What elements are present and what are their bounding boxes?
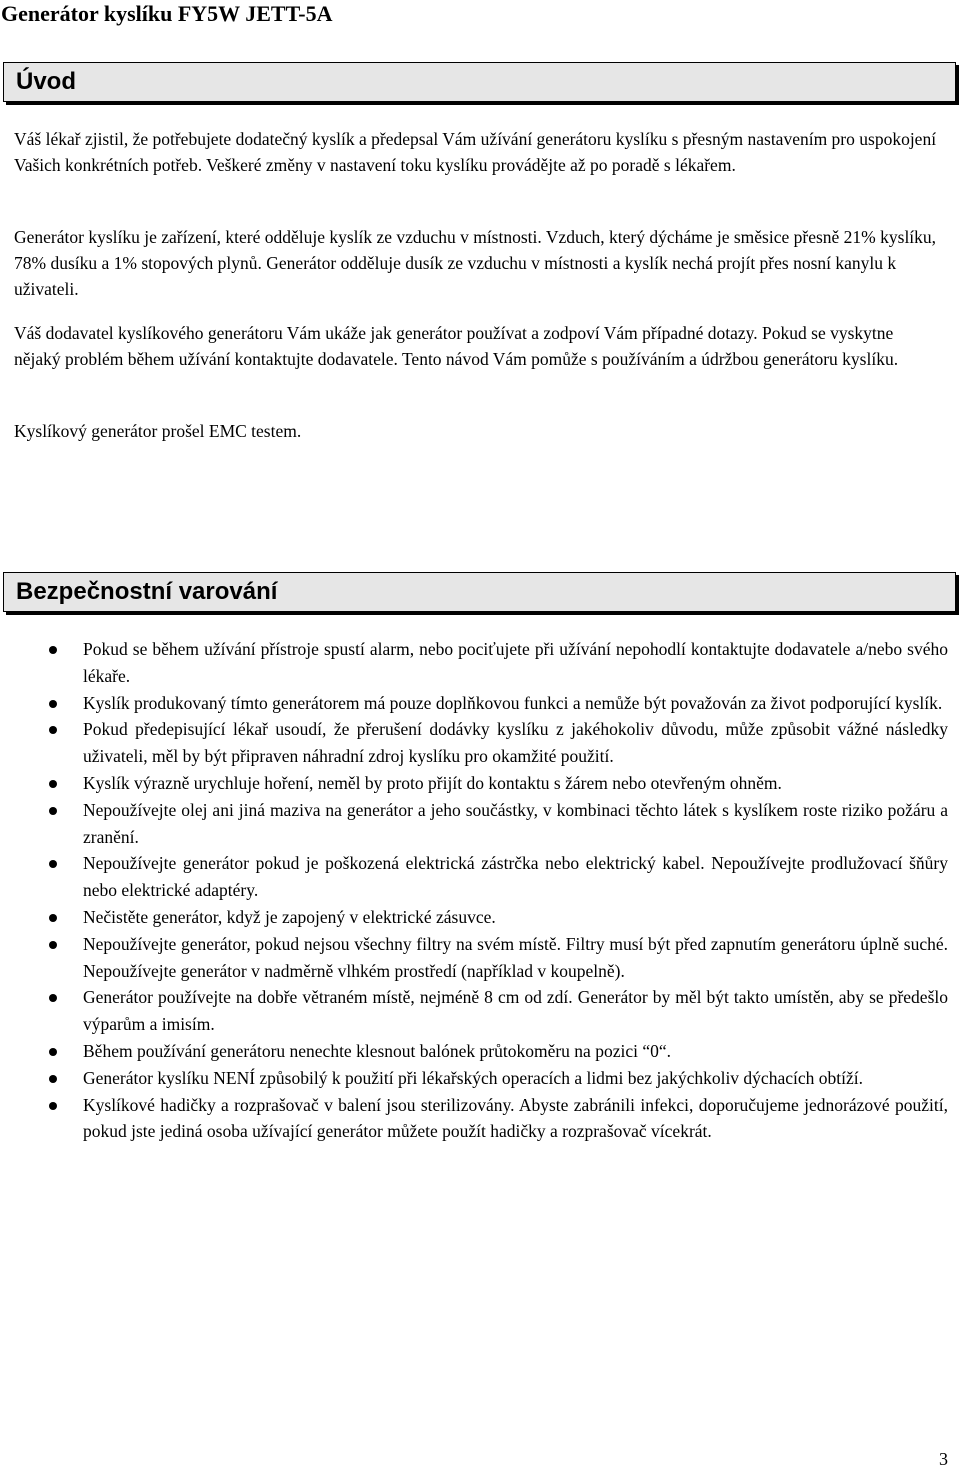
bullet-icon [49, 700, 57, 708]
intro-heading: Úvod [3, 62, 956, 102]
bullet-icon [49, 780, 57, 788]
list-item [0, 1092, 960, 1146]
list-item-text: Generátor používejte na dobře větraném místě, nejméně 8 cm od zdí. Generátor by měl být takto umístěn, aby se předešlo výparům a imisím. [83, 987, 948, 1035]
list-item-text: Kyslík produkovaný tímto generátorem má pouze doplňkovou funkci a nemůže být považován za život podporující kyslík. [83, 692, 943, 713]
list-item [0, 904, 960, 931]
list-item [0, 716, 960, 770]
bullet-icon [49, 914, 57, 922]
list-item-text: Během používání generátoru nenechte klesnout balónek průtokoměru na pozici “0“. [83, 1040, 671, 1061]
list-item [0, 1065, 960, 1092]
safety-warning-list [0, 636, 960, 1145]
bullet-icon [49, 941, 57, 949]
list-item-text: Pokud předepisující lékař usoudí, že přerušení dodávky kyslíku z jakéhokoliv důvodu, může způsobit vážné následky uživateli, měl by být připraven náhradní zdroj kyslíku pro okamžité použití. [83, 719, 948, 767]
list-item [0, 931, 960, 985]
list-item-text: Kyslík výrazně urychluje hoření, neměl by proto přijít do kontaktu s žárem nebo otevřeným ohněm. [83, 772, 782, 793]
bullet-icon [49, 860, 57, 868]
intro-paragraph-3: Váš dodavatel kyslíkového generátoru Vám ukáže jak generátor používat a zodpoví Vám případné dotazy. Pokud se vyskytne nějaký problém během užívání kontaktujte dodavatele. Tento návod Vám pomůže s používáním a údržbou generátoru kyslíku. [14, 323, 899, 369]
bullet-icon [49, 1102, 57, 1110]
bullet-icon [49, 994, 57, 1002]
list-item-text: Nepoužívejte olej ani jiná maziva na generátor a jeho součástky, v kombinaci těchto látek s kyslíkem roste riziko požáru a zranění. [83, 799, 948, 847]
safety-heading: Bezpečnostní varování [3, 572, 956, 612]
intro-paragraph-2: Generátor kyslíku je zařízení, které odděluje kyslík ze vzduchu v místnosti. Vzduch, který dýcháme je směsice přesně 21% kyslíku, 78% dusíku a 1% stopových plynů. Generátor odděluje dusík ze vzduchu v místnosti a kyslík nechá projít přes nosní kanylu k uživateli. [14, 227, 937, 299]
list-item [0, 984, 960, 1038]
intro-paragraph-1: Váš lékař zjistil, že potřebujete dodatečný kyslík a předepsal Vám užívání generátoru kyslíku s přesným nastavením pro uspokojení Vašich konkrétních potřeb. Veškeré změny v nastavení toku kyslíku provádějte až po poradě s lékařem. [14, 129, 937, 175]
list-item-text: Kyslíkové hadičky a rozprašovač v balení jsou sterilizovány. Abyste zabránili infekci, doporučujeme jednorázové použití, pokud jste jediná osoba užívající generátor můžete použít hadičky a rozprašovač vícekrát. [83, 1094, 948, 1142]
list-item [0, 797, 960, 851]
list-item-text: Nepoužívejte generátor pokud je poškozená elektrická zástrčka nebo elektrický kabel. Nepoužívejte prodlužovací šňůry nebo elektrické adaptéry. [83, 853, 948, 901]
bullet-icon [49, 646, 57, 654]
bullet-icon [49, 1075, 57, 1083]
page-number: 3 [939, 1449, 948, 1469]
list-item [0, 636, 960, 690]
list-item-text: Nepoužívejte generátor, pokud nejsou všechny filtry na svém místě. Filtry musí být před zapnutím generátoru úplně suché. Nepoužívejte generátor v nadměrně vlhkém prostředí (například v koupelně). [83, 933, 948, 981]
bullet-icon [49, 1048, 57, 1056]
list-item [0, 1038, 960, 1065]
list-item [0, 690, 960, 717]
document-title: Generátor kyslíku FY5W JETT-5A [1, 1, 333, 26]
bullet-icon [49, 807, 57, 815]
list-item-text: Generátor kyslíku NENÍ způsobilý k použití při lékařských operacích a lidmi bez jakýchkoliv dýchacích obtíží. [83, 1067, 863, 1088]
intro-paragraph-4: Kyslíkový generátor prošel EMC testem. [14, 421, 302, 441]
bullet-icon [49, 726, 57, 734]
list-item [0, 850, 960, 904]
list-item-text: Nečistěte generátor, když je zapojený v elektrické zásuvce. [83, 906, 496, 927]
list-item-text: Pokud se během užívání přístroje spustí alarm, nebo pociťujete při užívání nepohodlí kontaktujte dodavatele a/nebo svého lékaře. [83, 639, 948, 686]
list-item [0, 770, 960, 797]
